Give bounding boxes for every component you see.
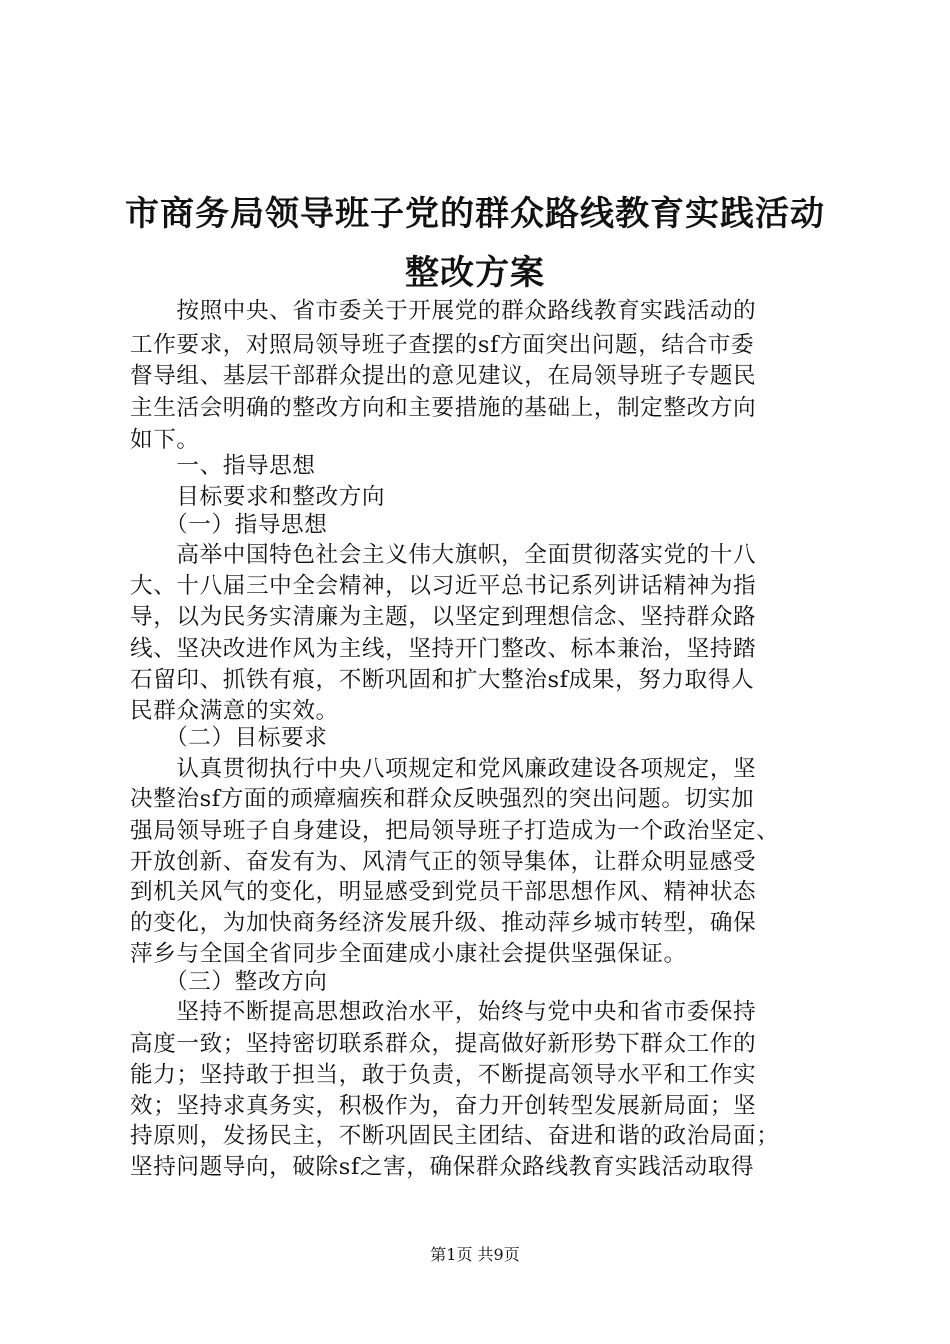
body-line: 如下。 [130, 427, 200, 453]
section-heading: 一、指导思想 [130, 453, 316, 479]
body-line: 到机关风气的变化，明显感受到党员干部思想作风、精神状态 [130, 879, 757, 905]
body-line: 坚持问题导向，破除sf之害，确保群众路线教育实践活动取得 [130, 1154, 755, 1180]
document-title-line-2: 整改方案 [405, 253, 545, 293]
body-line: 督导组、基层干部群众提出的意见建议，在局领导班子专题民 [130, 363, 757, 389]
body-line: 萍乡与全国全省同步全面建成小康社会提供坚强保证。 [130, 941, 687, 967]
body-line: 坚持不断提高思想政治水平，始终与党中央和省市委保持 [130, 999, 757, 1025]
body-line: 的变化，为加快商务经济发展升级、推动萍乡城市转型，确保 [130, 910, 757, 936]
body-line: 主生活会明确的整改方向和主要措施的基础上，制定整改方向 [130, 395, 757, 421]
body-line: 石留印、抓铁有痕，不断巩固和扩大整治sf成果，努力取得人 [130, 667, 755, 693]
page-number-footer: 第1页 共9页 [430, 1245, 520, 1264]
body-line: 效；坚持求真务实，积极作为，奋力开创转型发展新局面；坚 [130, 1093, 757, 1119]
body-line: 高度一致；坚持密切联系群众，提高做好新形势下群众工作的 [130, 1031, 757, 1057]
document-title-line-1: 市商务局领导班子党的群众路线教育实践活动 [125, 194, 825, 234]
body-line: 决整治sf方面的顽瘴痼疾和群众反映强烈的突出问题。切实加 [130, 786, 755, 812]
subsection-heading: （二）目标要求 [130, 725, 328, 751]
subsection-heading: （三）整改方向 [130, 969, 328, 995]
body-line: 工作要求，对照局领导班子查摆的sf方面突出问题，结合市委 [130, 332, 755, 358]
body-line: 认真贯彻执行中央八项规定和党风廉政建设各项规定，坚 [130, 756, 757, 782]
body-line: 民群众满意的实效。 [130, 698, 339, 724]
section-heading: 目标要求和整改方向 [130, 484, 386, 510]
body-line: 高举中国特色社会主义伟大旗帜，全面贯彻落实党的十八 [130, 542, 757, 568]
body-line: 开放创新、奋发有为、风清气正的领导集体，让群众明显感受 [130, 849, 757, 875]
subsection-heading: （一）指导思想 [130, 512, 328, 538]
body-line: 大、十八届三中全会精神，以习近平总书记系列讲话精神为指 [130, 573, 757, 599]
body-line: 导，以为民务实清廉为主题，以坚定到理想信念、坚持群众路 [130, 604, 757, 630]
body-line: 线、坚决改进作风为主线，坚持开门整改、标本兼治，坚持踏 [130, 636, 757, 662]
body-line: 强局领导班子自身建设，把局领导班子打造成为一个政治坚定、 [130, 818, 780, 844]
body-line: 能力；坚持敢于担当，敢于负责，不断提高领导水平和工作实 [130, 1062, 757, 1088]
body-line: 持原则，发扬民主，不断巩固民主团结、奋进和谐的政治局面； [130, 1123, 780, 1149]
body-line: 按照中央、省市委关于开展党的群众路线教育实践活动的 [130, 298, 757, 324]
